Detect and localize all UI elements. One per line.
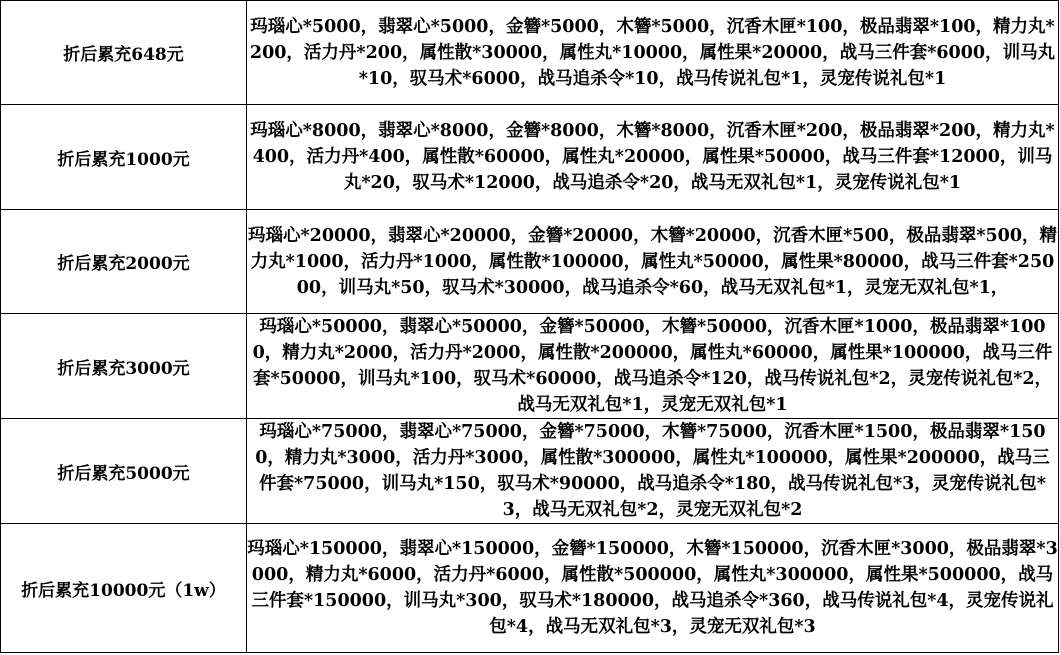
table-row xyxy=(1,210,1059,314)
tier-label: 折后累充3000元 xyxy=(1,314,247,419)
table-row xyxy=(1,524,1059,653)
table-row xyxy=(1,1,1059,105)
table-row xyxy=(1,105,1059,210)
tier-rewards: 玛瑙心*8000，翡翠心*8000，金簪*8000，木簪*8000，沉香木匣*200，极品翡翠*200，精力丸*400，活力丹*400，属性散*60000，属性丸*20000，属性果*50000，战马三件套*12000，训马丸*20，驭马术*12000，战马追杀令*20，战马无双礼包*1，灵宠传说礼包*1 xyxy=(247,105,1059,210)
tier-rewards: 玛瑙心*20000，翡翠心*20000，金簪*20000，木簪*20000，沉香木匣*500，极品翡翠*500，精力丸*1000，活力丹*1000，属性散*100000，属性丸*50000，属性果*80000，战马三件套*25000，训马丸*50，驭马术*30000，战马追杀令*60，战马无双礼包*1，灵宠无双礼包*1， xyxy=(247,210,1059,314)
tier-rewards: 玛瑙心*5000，翡翠心*5000，金簪*5000，木簪*5000，沉香木匣*100，极品翡翠*100，精力丸*200，活力丹*200，属性散*30000，属性丸*10000，属性果*20000，战马三件套*6000，训马丸*10，驭马术*6000，战马追杀令*10，战马传说礼包*1，灵宠传说礼包*1 xyxy=(247,1,1059,105)
tier-rewards: 玛瑙心*150000，翡翠心*150000，金簪*150000，木簪*150000，沉香木匣*3000，极品翡翠*3000，精力丸*6000，活力丹*6000，属性散*500000，属性丸*300000，属性果*500000，战马三件套*150000，训马丸*300，驭马术*180000，战马追杀令*360，战马传说礼包*4，灵宠传说礼包*4，战马无双礼包*3，灵宠无双礼包*3 xyxy=(247,524,1059,653)
tier-label: 折后累充1000元 xyxy=(1,105,247,210)
tier-label: 折后累充10000元（1w） xyxy=(1,524,247,653)
tier-label: 折后累充2000元 xyxy=(1,210,247,314)
table-row xyxy=(1,419,1059,524)
tier-label: 折后累充5000元 xyxy=(1,419,247,524)
tier-rewards: 玛瑙心*75000，翡翠心*75000，金簪*75000，木簪*75000，沉香木匣*1500，极品翡翠*1500，精力丸*3000，活力丹*3000，属性散*300000，属性丸*100000，属性果*200000，战马三件套*75000，训马丸*150，驭马术*90000，战马追杀令*180，战马传说礼包*3，灵宠传说礼包*3，战马无双礼包*2，灵宠无双礼包*2 xyxy=(247,419,1059,524)
table-row xyxy=(1,314,1059,419)
tier-label: 折后累充648元 xyxy=(1,1,247,105)
tier-rewards: 玛瑙心*50000，翡翠心*50000，金簪*50000，木簪*50000，沉香木匣*1000，极品翡翠*1000，精力丸*2000，活力丹*2000，属性散*200000，属性丸*60000，属性果*100000，战马三件套*50000，训马丸*100，驭马术*60000，战马追杀令*120，战马传说礼包*2，灵宠传说礼包*2，战马无双礼包*1，灵宠无双礼包*1 xyxy=(247,314,1059,419)
